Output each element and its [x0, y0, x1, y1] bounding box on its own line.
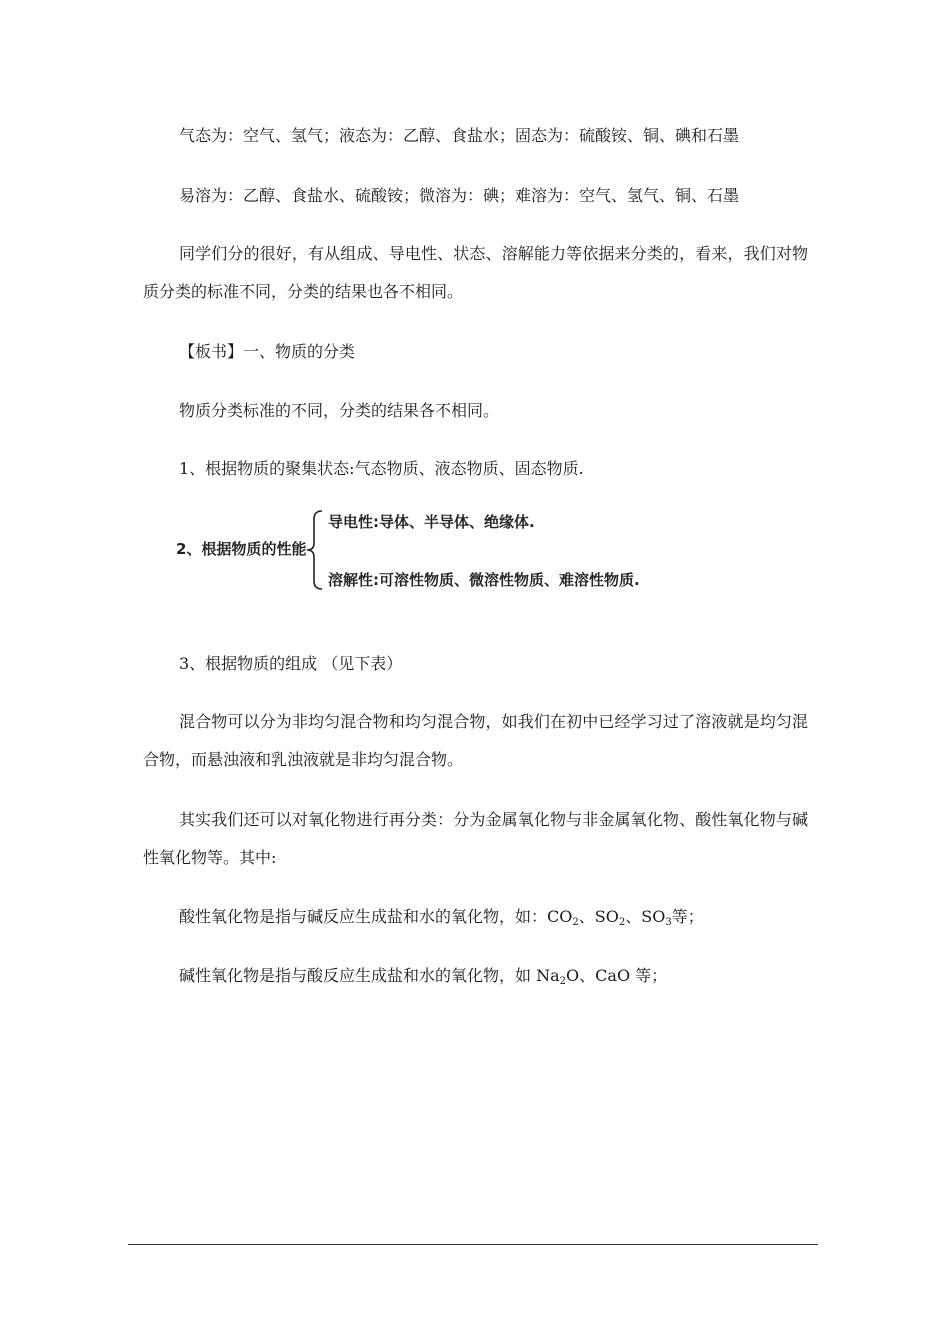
diagram-conductivity: 导电性:导体、半导体、绝缘体.	[328, 513, 535, 531]
property-classification-diagram	[176, 503, 646, 595]
paragraph-states: 气态为：空气、氢气；液态为：乙醇、食盐水；固态为：硫酸铵、铜、碘和石墨	[179, 126, 740, 145]
item-aggregation-state: 1、根据物质的聚集状态:气态物质、液态物质、固态物质.	[179, 459, 584, 478]
blackboard-heading: 【板书】一、物质的分类	[179, 342, 356, 361]
paragraph-classification-standard: 物质分类标准的不同，分类的结果各不相同。	[179, 401, 500, 420]
curly-brace-icon	[304, 509, 326, 591]
paragraph-acidic-oxide: 酸性氧化物是指与碱反应生成盐和水的氧化物，如：$CO_2$、$SO_2$、$SO_3$等；	[179, 907, 704, 928]
diagram-root-label: 2、根据物质的性能	[176, 540, 307, 558]
paragraph-mixtures: 混合物可以分为非均匀混合物和均匀混合物，如我们在初中已经学习过了溶液就是均匀混合物，而悬浊液和乳浊液就是非均匀混合物。	[143, 712, 808, 769]
paragraph-oxide-classification: 其实我们还可以对氧化物进行再分类：分为金属氧化物与非金属氧化物、酸性氧化物与碱性氧化物等。其中:	[143, 810, 808, 867]
item-composition: 3、根据物质的组成 （见下表）	[179, 654, 403, 673]
paragraph-solubility: 易溶为：乙醇、食盐水、硫酸铵；微溶为：碘；难溶为：空气、氢气、铜、石墨	[179, 186, 740, 205]
diagram-solubility: 溶解性:可溶性物质、微溶性物质、难溶性物质.	[328, 571, 640, 589]
paragraph-summary: 同学们分的很好，有从组成、导电性、状态、溶解能力等依据来分类的，看来，我们对物质分类的标准不同，分类的结果也各不相同。	[143, 244, 808, 301]
paragraph-basic-oxide: 碱性氧化物是指与酸反应生成盐和水的氧化物，如 $Na_2O$、CaO 等；	[179, 966, 668, 987]
footer-divider	[128, 1244, 818, 1245]
